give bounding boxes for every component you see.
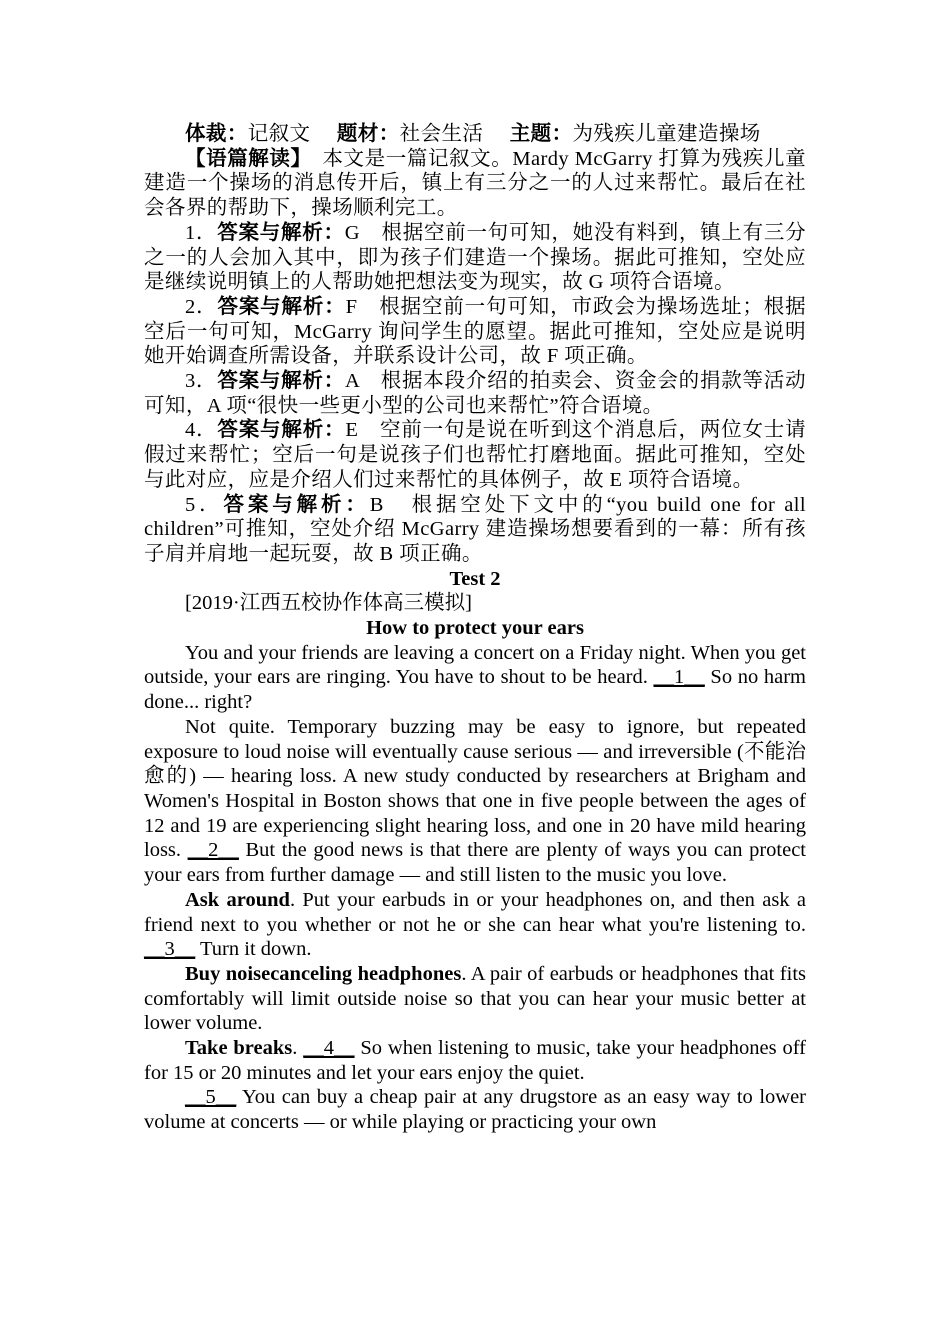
answer-number: 4． <box>185 419 218 442</box>
answer-text: A 根据本段介绍的拍卖会、资金会的捐款等活动可知，A 项“很快一些更小型的公司也来帮忙”符合语境。 <box>144 370 806 417</box>
test-heading: Test 2 <box>449 567 501 590</box>
document-page <box>144 122 806 1135</box>
answer-number: 5． <box>185 493 224 516</box>
genre-value: 记叙文 <box>247 123 311 145</box>
passage-paragraph-2 <box>144 715 806 888</box>
test-source: [2019·江西五校协作体高三模拟] <box>185 592 472 615</box>
answer-text: F 根据空前一句可知，市政会为操场选址；根据空后一句可知，McGarry 询问学生的愿望。据此可推知，空处应是说明她开始调查所需设备，并联系设计公司，故 F 项正确。 <box>144 295 806 368</box>
answer-label: 答案与解析： <box>217 221 345 244</box>
passage-paragraph-6 <box>144 1085 806 1134</box>
passage-paragraph-3 <box>144 888 806 962</box>
answer-item <box>144 418 806 492</box>
blank-4: __4__ <box>303 1037 355 1060</box>
paragraph-text: But the good news is that there are plenty of ways you can protect your ears from further damage — and still listen to the music you love. <box>144 839 806 887</box>
answer-item <box>144 295 806 369</box>
paragraph-text: You and your friends are leaving a concert on a Friday night. When you get outside, your ears are ringing. You have to shout to be heard. <box>144 641 806 689</box>
answer-label: 答案与解析： <box>223 493 370 516</box>
topic-label: 题材： <box>336 123 400 145</box>
answer-label: 答案与解析： <box>217 370 345 393</box>
header-line <box>144 122 806 147</box>
answer-text: G 根据空前一句可知，她没有料到，镇上有三分之一的人会加入其中，即为孩子们建造一个操场。据此可推知，空处应是继续说明镇上的人帮助她把想法变为现实，故 G 项符合语境。 <box>144 221 806 294</box>
answer-text: B 根据空处下文中的“you build one for all children”可推知，空处介绍 McGarry 建造操场想要看到的一幕：所有孩子肩并肩地一起玩耍，故 B 项正确。 <box>144 493 806 565</box>
passage-paragraph-5 <box>144 1036 806 1085</box>
theme-label: 主题： <box>509 123 573 145</box>
paragraph-text: . A pair of earbuds or headphones that fits comfortably will limit outside noise so that you can hear your music better at lower volume. <box>144 962 807 1035</box>
paragraph-text: So no harm done... right? <box>144 666 806 714</box>
answer-number: 1． <box>185 221 218 244</box>
paragraph-lead: Ask around <box>185 888 290 911</box>
answer-label: 答案与解析： <box>217 419 346 442</box>
paragraph-lead: Buy noisecanceling headphones <box>185 962 462 985</box>
blank-2: __2__ <box>187 839 239 862</box>
paragraph-text: You can buy a cheap pair at any drugstore as an easy way to lower volume at concerts — or while playing or practicing your own <box>144 1086 806 1134</box>
answer-item <box>144 493 806 567</box>
answer-item <box>144 221 806 295</box>
answer-number: 3． <box>185 370 218 393</box>
paragraph-text: Not quite. Temporary buzzing may be easy to ignore, but repeated exposure to loud noise will eventually cause serious — and irreversible (不能治愈的) — hearing loss. A new study conducted by researchers at Brigham and Women's Hospital in Boston shows that one in five people between the ages of 12 and 19 are experiencing slight hearing loss, and one in 20 have mild hearing loss. <box>144 715 806 862</box>
blank-3: __3__ <box>144 938 196 961</box>
passage-paragraph-4 <box>144 962 806 1036</box>
reading-summary <box>144 147 806 221</box>
passage-title: How to protect your ears <box>366 617 584 640</box>
topic-value: 社会生活 <box>399 123 484 145</box>
answer-item <box>144 369 806 418</box>
answer-label: 答案与解析： <box>217 295 346 318</box>
theme-value: 为残疾儿童建造操场 <box>572 123 761 145</box>
paragraph-text: Turn it down. <box>195 938 312 961</box>
genre-label: 体裁： <box>185 123 248 145</box>
reading-summary-text: 本文是一篇记叙文。Mardy McGarry 打算为残疾儿童建造一个操场的消息传开后，镇上有三分之一的人过来帮忙。最后在社会各界的帮助下，操场顺利完工。 <box>144 147 806 220</box>
paragraph-text: . Put your earbuds in or your headphones on, and then ask a friend next to you whether or not he or she can hear what you're listening to. <box>144 888 806 936</box>
passage-paragraph-1 <box>144 641 806 715</box>
blank-5: __5__ <box>185 1086 237 1109</box>
paragraph-text: So when listening to music, take your headphones off for 15 or 20 minutes and let your ears enjoy the quiet. <box>144 1037 807 1084</box>
blank-1: __1__ <box>653 666 705 689</box>
answer-text: E 空前一句是说在听到这个消息后，两位女士请假过来帮忙；空后一句是说孩子们也帮忙打磨地面。据此可推知，空处与此对应，应是介绍人们过来帮忙的具体例子，故 E 项符合语境。 <box>144 419 807 491</box>
answer-number: 2． <box>185 295 218 318</box>
paragraph-text: . <box>292 1037 304 1060</box>
paragraph-lead: Take breaks <box>185 1037 293 1060</box>
reading-summary-label: 【语篇解读】 <box>185 147 302 170</box>
